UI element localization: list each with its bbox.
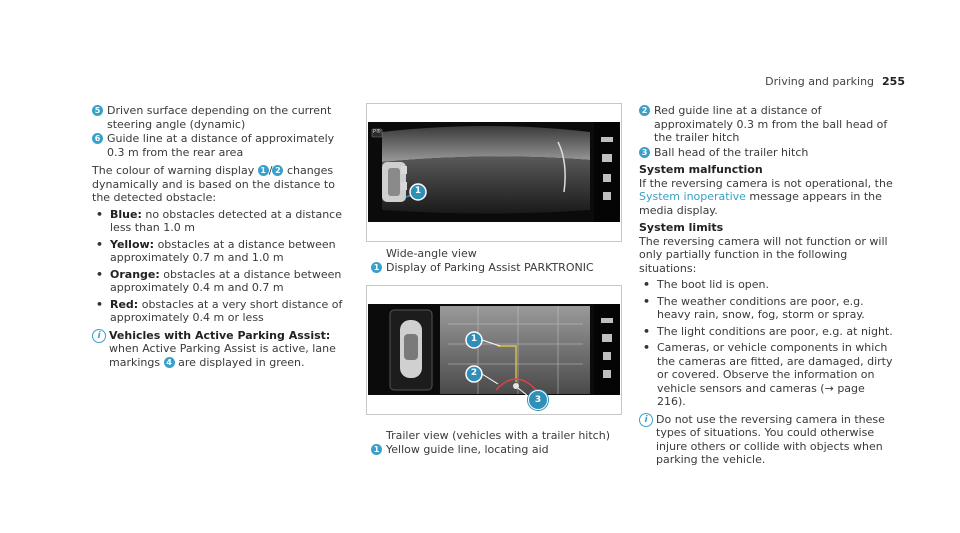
camera-screen bbox=[368, 122, 620, 222]
callout-badge: 6 bbox=[92, 133, 103, 144]
section-heading: System limits bbox=[639, 221, 724, 234]
warning-paragraph: The colour of warning display 1 / 2 changes dynamically and is based on the distance to the detected obstacle: bbox=[92, 164, 335, 204]
camera-screen bbox=[368, 304, 620, 395]
item-text: Yellow guide line, locating aid bbox=[386, 442, 549, 456]
callout-badge: 3 bbox=[639, 147, 650, 158]
info-note: i Vehicles with Active Parking Assist: when Active Parking Assist is active, lane markings 4 are displayed in green. bbox=[92, 329, 354, 370]
list-item bbox=[92, 132, 354, 159]
bullet-item: • Blue: no obstacles detected at a distance less than 1.0 m bbox=[96, 208, 354, 235]
right-column bbox=[639, 104, 897, 467]
list-item bbox=[371, 261, 626, 275]
callout-badge: 1 bbox=[371, 262, 382, 273]
bullet-item: • Red: obstacles at a very short distance of approximately 0.4 m or less bbox=[96, 298, 354, 325]
trailer-view-image bbox=[368, 304, 620, 395]
figure2-caption-block bbox=[371, 429, 626, 457]
bullet-item: • Cameras, or vehicle components in which the cameras are fitted, are damaged, dirty or covered. Observe the information on vehicle sensors and cameras (→ page 216). bbox=[643, 341, 897, 409]
left-column bbox=[92, 104, 354, 369]
callout-badge: 1 bbox=[371, 444, 382, 455]
info-icon: i bbox=[639, 413, 653, 427]
item-text: Driven surface depending on the current steering angle (dynamic) bbox=[107, 104, 332, 131]
callout-badge: 2 bbox=[639, 105, 650, 116]
figure-caption: Trailer view (vehicles with a trailer hitch) bbox=[386, 429, 610, 442]
figure-trailer-view bbox=[366, 285, 622, 415]
limits-paragraph: The reversing camera will not function or will only partially function in the following situations: bbox=[639, 234, 888, 275]
wide-angle-image bbox=[368, 122, 620, 222]
info-icon: i bbox=[92, 329, 106, 343]
callout-badge: 2 bbox=[272, 165, 283, 176]
list-item bbox=[92, 104, 354, 131]
info-text: Do not use the reversing camera in these types of situations. You could otherwise injure others or collide with objects when parking the vehicle. bbox=[656, 412, 885, 466]
figure1-caption-block bbox=[371, 247, 626, 275]
list-item bbox=[639, 104, 897, 145]
page-header bbox=[765, 75, 905, 88]
figure-wide-angle bbox=[366, 103, 622, 242]
item-text: Display of Parking Assist PARKTRONIC bbox=[386, 260, 594, 274]
figure-callout: 1 bbox=[414, 186, 422, 196]
list-item bbox=[371, 443, 626, 457]
bullet-item: • The weather conditions are poor, e.g. heavy rain, snow, fog, storm or spray. bbox=[643, 295, 897, 322]
bullet-item: • Orange: obstacles at a distance between approximately 0.4 m and 0.7 m bbox=[96, 268, 354, 295]
callout-badge: 4 bbox=[164, 357, 175, 368]
item-text: Red guide line at a distance of approximately 0.3 m from the ball head of the trailer hitch bbox=[654, 104, 888, 144]
item-text: Guide line at a distance of approximately 0.3 m from the rear area bbox=[107, 132, 335, 159]
system-inoperative-message: System inoperative bbox=[639, 190, 746, 203]
bullet-item: • Yellow: obstacles at a distance between approximately 0.7 m and 1.0 m bbox=[96, 238, 354, 265]
info-note bbox=[639, 413, 897, 467]
section-heading: System malfunction bbox=[639, 163, 763, 176]
item-text: Ball head of the trailer hitch bbox=[654, 145, 809, 159]
malfunction-paragraph: If the reversing camera is not operational, the System inoperative message appears in the media display. bbox=[639, 176, 893, 217]
callout-badge: 1 bbox=[258, 165, 269, 176]
section-title: Driving and parking bbox=[765, 75, 875, 88]
figure-caption: Wide-angle view bbox=[386, 247, 477, 260]
figure-callout: 3 bbox=[528, 390, 548, 410]
parking-pill: P® bbox=[372, 129, 381, 135]
bullet-item: • The boot lid is open. bbox=[643, 278, 897, 292]
bullet-item: • The light conditions are poor, e.g. at night. bbox=[643, 325, 897, 339]
page-number: 255 bbox=[882, 75, 905, 88]
figure-callout: 1 bbox=[470, 334, 478, 344]
list-item bbox=[639, 146, 897, 160]
callout-badge: 5 bbox=[92, 105, 103, 116]
figure-callout: 2 bbox=[470, 368, 478, 378]
